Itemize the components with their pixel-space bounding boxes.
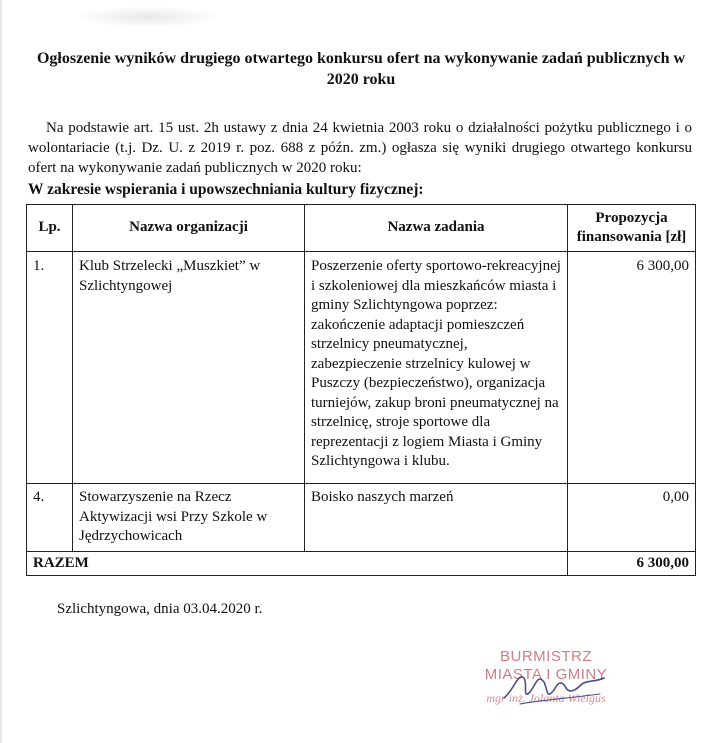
header-lp: Lp. <box>27 205 73 252</box>
intro-text: Na podstawie art. 15 ust. 2h ustawy z dnia 24 kwietnia 2003 roku o działalności pożytku publicznego i o wolontariacie (t.j. Dz. U. z 2019 r. poz. 688 z późn. zm.) ogłasza się wyniki drugiego otwartego konkursu ofert na wykonywanie zadań publicznych w 2020 roku: <box>28 120 692 176</box>
cell-organization: Klub Strzelecki „Muszkiet” w Szlichtyngowej <box>73 252 305 484</box>
total-amount: 6 300,00 <box>568 551 696 576</box>
cell-task: Boisko naszych marzeń <box>305 484 568 552</box>
header-amount: Propozycja finansowania [zł] <box>568 205 696 252</box>
scan-artifact <box>75 6 220 28</box>
stamp-line-2: MIASTA I GMINY <box>484 666 608 683</box>
results-table <box>26 204 696 576</box>
cell-lp: 4. <box>27 484 73 552</box>
header-task: Nazwa zadania <box>305 205 568 252</box>
table-row <box>27 484 696 552</box>
header-organization: Nazwa organizacji <box>73 205 305 252</box>
cell-task: Poszerzenie oferty sportowo-rekreacyjnej i szkoleniowej dla mieszkańców miasta i gminy Szlichtyngowa poprzez: zakończenie adaptacji pomieszczeń strzelnicy pneumatycznej, zabezpieczenie strzelnicy kulowej w Puszczy (bezpieczeństwo), organizacja turniejów, zakup broni pneumatycznej na strzelnicę, stroje sportowe dla reprezentacji z logiem Miasta i Gminy Szlichtyngowa i klubu. <box>305 252 568 484</box>
table-header-row <box>27 205 696 252</box>
table-row <box>27 252 696 484</box>
scan-edge <box>0 0 2 743</box>
stamp-line-1: BURMISTRZ <box>500 648 592 665</box>
signature-icon <box>500 660 610 710</box>
total-label: RAZEM <box>27 551 568 576</box>
cell-amount: 6 300,00 <box>568 252 696 484</box>
stamp-line-3: mgr inż. Jolanta Wielgus <box>486 691 606 705</box>
cell-organization: Stowarzyszenie na Rzecz Aktywizacji wsi Przy Szkole w Jędrzychowicach <box>73 484 305 552</box>
document-title: Ogłoszenie wyników drugiego otwartego konkursu ofert na wykonywanie zadań publicznych w 2020 roku <box>36 50 686 88</box>
cell-lp: 1. <box>27 252 73 484</box>
intro-paragraph <box>28 118 692 178</box>
table-total-row <box>27 551 696 576</box>
cell-amount: 0,00 <box>568 484 696 552</box>
section-title: W zakresie wspierania i upowszechniania kultury fizycznej: <box>28 181 424 198</box>
place-date: Szlichtyngowa, dnia 03.04.2020 r. <box>57 601 263 617</box>
